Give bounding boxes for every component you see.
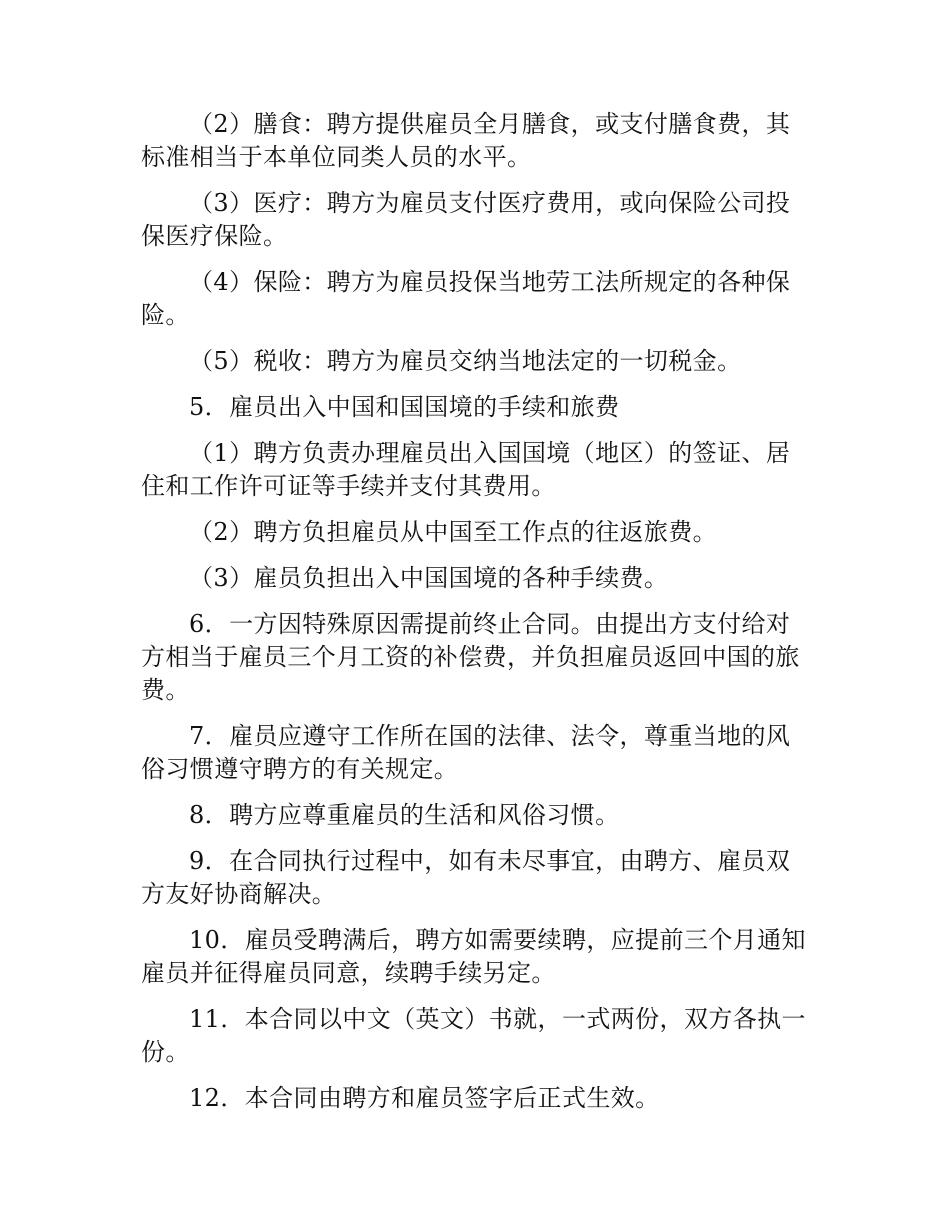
paragraph-visa-procedures: （1）聘方负责办理雇员出入国国境（地区）的签证、居住和工作许可证等手续并支付其费用。: [141, 439, 791, 500]
paragraph-renewal: 10．雇员受聘满后，聘方如需要续聘，应提前三个月通知雇员并征得雇员同意，续聘手续另定。: [141, 926, 806, 987]
paragraph-early-termination: 6．一方因特殊原因需提前终止合同。由提出方支付给对方相当于雇员三个月工资的补偿费，并负担雇员返回中国的旅费。: [141, 610, 800, 704]
paragraph-travel-expenses: （2）聘方负担雇员从中国至工作点的往返旅费。: [189, 518, 718, 546]
paragraph-meals: （2）膳食：聘方提供雇员全月膳食，或支付膳食费，其标准相当于本单位同类人员的水平。: [141, 110, 791, 171]
paragraph-section-5-heading: 5．雇员出入中国和国国境的手续和旅费: [189, 393, 620, 421]
paragraph-taxes: （5）税收：聘方为雇员交纳当地法定的一切税金。: [189, 347, 742, 375]
paragraph-respect-customs: 8．聘方应尊重雇员的生活和风俗习惯。: [189, 801, 620, 829]
paragraph-medical: （3）医疗：聘方为雇员支付医疗费用，或向保险公司投保医疗保险。: [141, 189, 791, 250]
paragraph-effective: 12．本合同由聘方和雇员签字后正式生效。: [189, 1084, 660, 1112]
paragraph-negotiation: 9．在合同执行过程中，如有未尽事宜，由聘方、雇员双方友好协商解决。: [141, 847, 791, 908]
paragraph-copies: 11．本合同以中文（英文）书就，一式两份，双方各执一份。: [141, 1005, 806, 1066]
paragraph-handling-fees: （3）雇员负担出入中国国境的各种手续费。: [189, 564, 669, 592]
paragraph-insurance: （4）保险：聘方为雇员投保当地劳工法所规定的各种保险。: [141, 268, 791, 329]
paragraph-local-laws: 7．雇员应遵守工作所在国的法律、法令，尊重当地的风俗习惯遵守聘方的有关规定。: [141, 722, 791, 783]
document-body: [141, 108, 813, 1128]
